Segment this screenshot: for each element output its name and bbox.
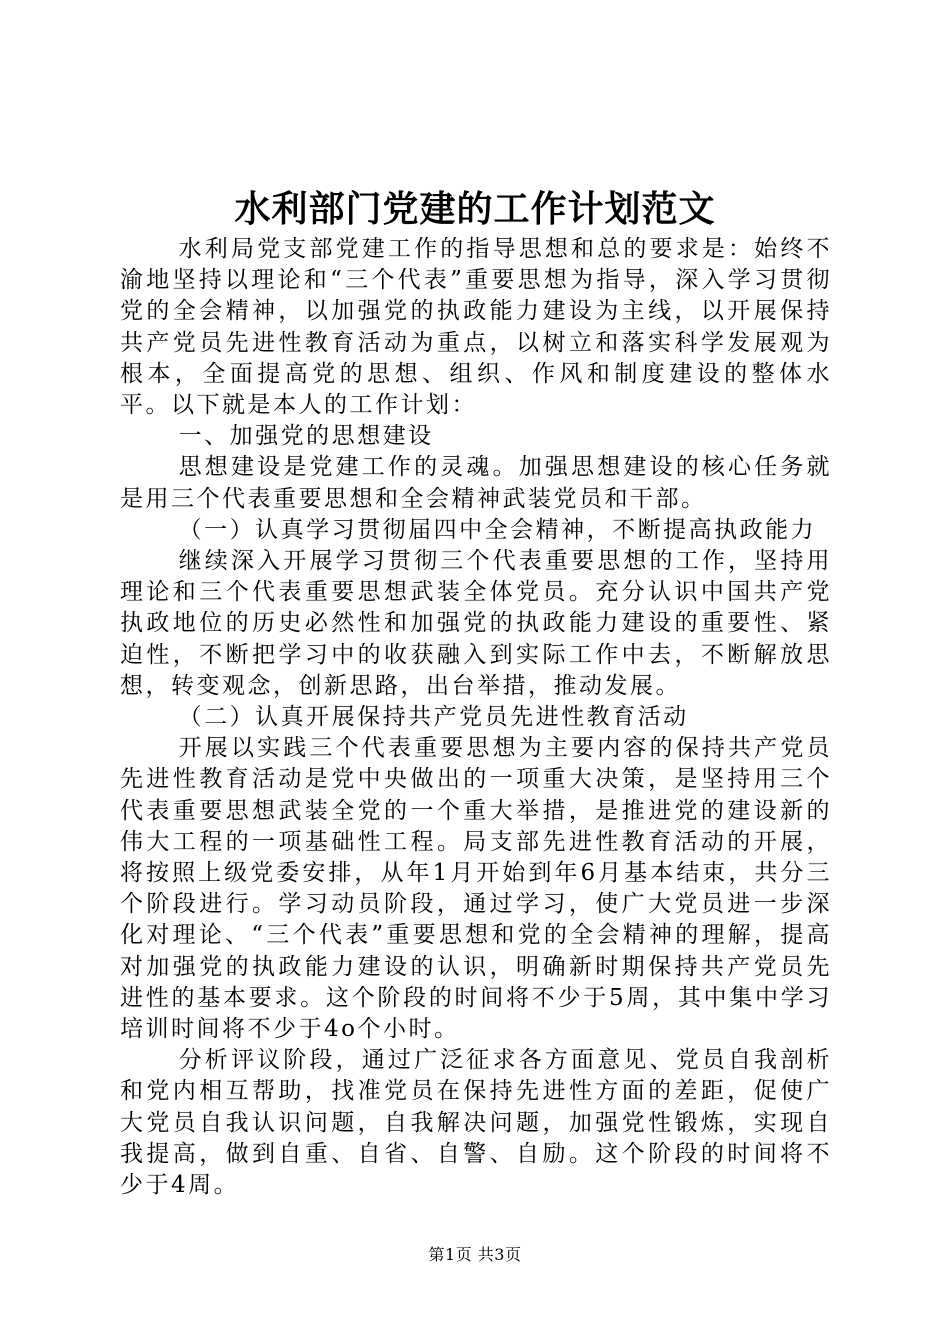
paragraph-study: 继续深入开展学习贯彻三个代表重要思想的工作，坚持用理论和三个代表重要思想武装全体党员。充分认识中国共产党执政地位的历史必然性和加强党的执政能力建设的重要性、紧迫性，不断把学习中的收获融入到实际工作中去，不断解放思想，转变观念，创新思路，出台举措，推动发展。 <box>120 548 832 699</box>
paragraph-intro: 水利局党支部党建工作的指导思想和总的要求是：始终不渝地坚持以理论和“三个代表”重要思想为指导，深入学习贯彻党的全会精神，以加强党的执政能力建设为主线，以开展保持共产党员先进性教育活动为重点，以树立和落实科学发展观为根本，全面提高党的思想、组织、作风和制度建设的整体水平。以下就是本人的工作计划： <box>120 236 832 419</box>
subsection-heading-1: （一）认真学习贯彻届四中全会精神，不断提高执政能力 <box>178 516 817 543</box>
section-heading-1: 一、加强党的思想建设 <box>178 423 434 450</box>
paragraph-education: 开展以实践三个代表重要思想为主要内容的保持共产党员先进性教育活动是党中央做出的一项重大决策，是坚持用三个代表重要思想武装全党的一个重大举措，是推进党的建设新的伟大工程的一项基础性工程。局支部先进性教育活动的开展，将按照上级党委安排，从年1月开始到年6月基本结束，共分三个阶段进行。学习动员阶段，通过学习，使广大党员进一步深化对理论、“三个代表”重要思想和党的全会精神的理解，提高对加强党的执政能力建设的认识，明确新时期保持共产党员先进性的基本要求。这个阶段的时间将不少于5周，其中集中学习培训时间将不少于4o个小时。 <box>120 735 832 1043</box>
paragraph-ideology: 思想建设是党建工作的灵魂。加强思想建设的核心任务就是用三个代表重要思想和全会精神武装党员和干部。 <box>120 454 832 512</box>
page-number-footer: 第1页 共3页 <box>428 1245 522 1264</box>
subsection-heading-2: （二）认真开展保持共产党员先进性教育活动 <box>178 704 689 731</box>
document-body <box>120 234 832 1201</box>
document-title: 水利部门党建的工作计划范文 <box>234 188 716 230</box>
paragraph-evaluation: 分析评议阶段，通过广泛征求各方面意见、党员自我剖析和党内相互帮助，找准党员在保持先进性方面的差距，促使广大党员自我认识问题，自我解决问题，加强党性锻炼，实现自我提高，做到自重、自省、自警、自励。这个阶段的时间将不少于4周。 <box>120 1047 832 1199</box>
